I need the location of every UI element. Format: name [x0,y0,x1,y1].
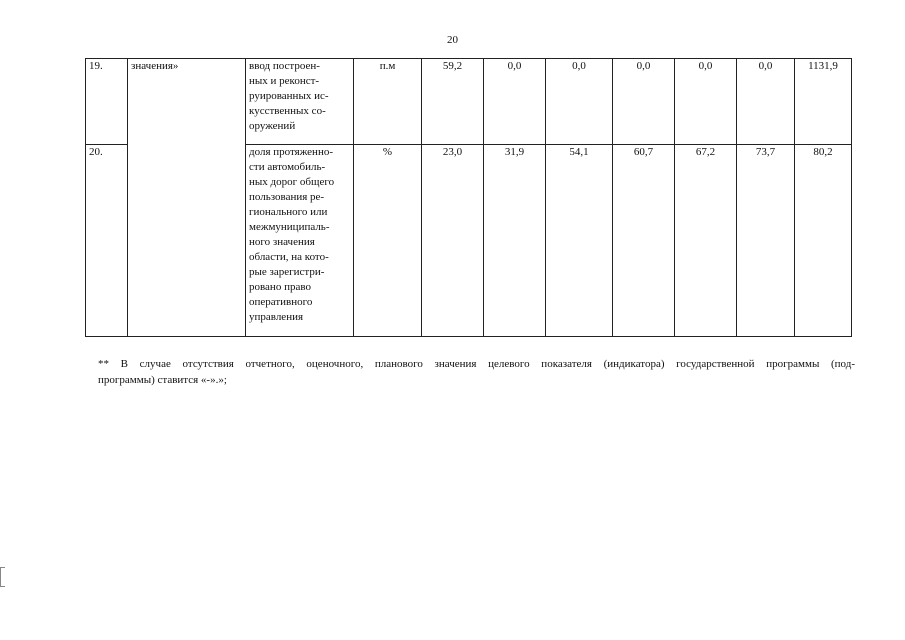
page-number: 20 [447,34,458,46]
table-row [86,59,852,145]
footnote-line: ** В случае отсутствия отчетного, оценочного, планового значения целевого показателя (индикатора) государственной программы (под- [98,358,855,370]
unit-cell: % [354,145,422,337]
unit-cell: п.м [354,59,422,145]
row-number-cell: 19. [86,59,128,145]
value-cell: 0,0 [484,59,546,145]
indicator-description-text: ввод построен- ных и реконст- руированных ис- кусственных со- оружений [249,60,329,132]
value-cell: 1131,9 [795,59,852,145]
value-cell: 0,0 [737,59,795,145]
value-cell: 23,0 [422,145,484,337]
value-cell: 0,0 [613,59,675,145]
indicator-description-text: доля протяженно- сти автомобиль- ных дорог общего пользования ре- гионального или межмуниципаль- ного значения области, на кото- рые зарегистри- ровано право оперативного управления [249,146,335,323]
value-cell: 80,2 [795,145,852,337]
indicator-description-cell [246,59,354,145]
indicator-name-cell: значения» [128,59,246,337]
value-cell: 59,2 [422,59,484,145]
footnote [98,356,855,388]
indicator-description-cell [246,145,354,337]
row-number-cell: 20. [86,145,128,337]
value-cell: 54,1 [546,145,613,337]
value-cell: 60,7 [613,145,675,337]
indicators-table [85,58,852,337]
value-cell: 73,7 [737,145,795,337]
value-cell: 67,2 [675,145,737,337]
scan-margin-mark [0,567,5,587]
value-cell: 31,9 [484,145,546,337]
value-cell: 0,0 [675,59,737,145]
value-cell: 0,0 [546,59,613,145]
footnote-line: программы) ставится «-».»; [98,374,227,386]
